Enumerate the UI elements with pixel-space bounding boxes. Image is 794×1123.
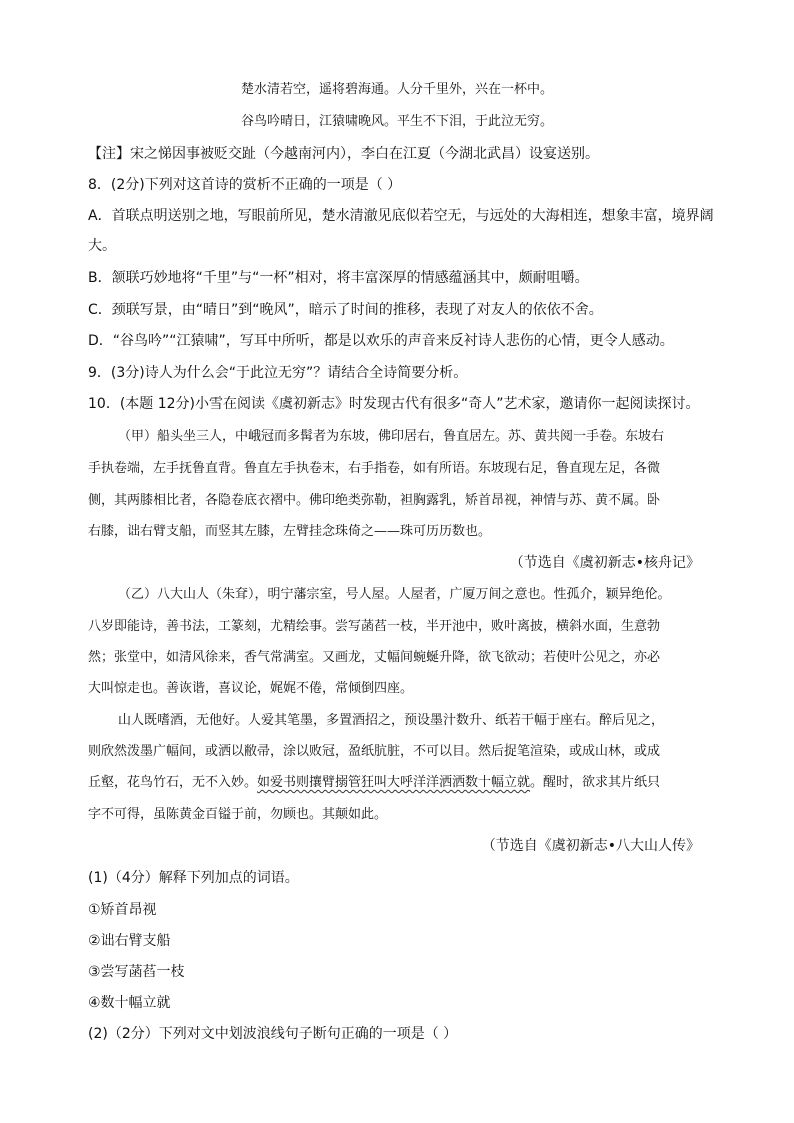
passage-jia-line: 侧，其两膝相比者，各隐卷底衣褶中。佛印绝类弥勒，袒胸露乳，矫首昂视，神情与苏、黄不属。卧 (88, 493, 661, 508)
passage-yi-line: 山人既嗜酒，无他好。人爱其笔墨，多置酒招之，预设墨汁数升、纸若干幅于座右。醉后见之， (118, 713, 665, 728)
question-8-option-a: A．首联点明送别之地，写眼前所见，楚水清澈见底似若空无，与远处的大海相连，想象丰富，境界阔 (88, 208, 714, 224)
question-8-option-a-cont: 大。 (88, 238, 116, 254)
passage-yi-source: （节选自《虞初新志•八大山人传》 (481, 838, 700, 854)
passage-yi-line: 大叫惊走也。善诙谐，喜议论，娓娓不倦，常倾倒四座。 (88, 681, 414, 696)
wavy-underlined-sentence: 如爱书则攘臂搦管狂叫大呼洋洋洒洒数十幅立就 (257, 775, 531, 790)
question-8-stem: 8．(2分)下列对这首诗的赏析不正确的一项是（ ） (88, 177, 402, 193)
question-8-option-d: D．“谷鸟吟”“江猿啸”，写耳中所听，都是以欢乐的声音来反衬诗人悲伤的心情，更令人感动。 (88, 333, 674, 349)
passage-yi-line-with-wavy (88, 773, 660, 793)
question-10-2-stem: (2)（2分）下列对文中划波浪线句子断句正确的一项是（ ） (88, 1026, 458, 1042)
passage-jia-source: （节选自《虞初新志•核舟记》 (509, 555, 700, 571)
passage-yi-text: 。醒时，欲求其片纸只 (530, 775, 661, 790)
question-8-option-c: C．颈联写景，由“晴日”到“晚风”，暗示了时间的推移，表现了对友人的依依不舍。 (88, 302, 603, 318)
passage-yi-line: 八岁即能诗，善书法，工篆刻，尤精绘事。尝写菡萏一枝，半开池中，败叶离披，横斜水面，生意勃 (88, 619, 661, 634)
passage-jia-line: （甲）船头坐三人，中峨冠而多髯者为东坡，佛印居右，鲁直居左。苏、黄共阅一手卷。东坡右 (118, 429, 665, 444)
passage-yi-line: 则欣然泼墨广幅间，或洒以敝帚，涂以败冠，盈纸肮脏，不可以目。然后捉笔渲染，或成山林，或成 (88, 744, 661, 759)
question-8-option-b: B．颔联巧妙地将“千里”与“一杯”相对，将丰富深厚的情感蕴涵其中，颇耐咀嚼。 (88, 270, 589, 286)
passage-jia-line: 右膝，诎右臂支船，而竖其左膝，左臂挂念珠倚之——珠可历历数也。 (88, 524, 492, 539)
passage-yi-line: 然；张堂中，如清风徐来，香气常满室。又画龙，丈幅间蜿蜒升降，欲飞欲动；若使叶公见之，亦必 (88, 650, 661, 665)
question-9: 9．(3分)诗人为什么会“于此泣无穷”？请结合全诗简要分析。 (88, 365, 468, 381)
poem-line-2: 谷鸟吟晴日，江猿啸晚风。平生不下泪，于此泣无穷。 (240, 114, 553, 129)
passage-yi-line: 字不可得，虽陈黄金百镒于前，勿顾也。其颠如此。 (88, 807, 388, 822)
question-10-1-item: ②诎右臂支船 (88, 933, 171, 949)
question-10-1-item: ①矫首昂视 (88, 902, 157, 918)
passage-yi-line: （乙）八大山人（朱耷），明宁藩宗室，号人屋。人屋者，广厦万间之意也。性孤介，颖异绝伦。 (118, 587, 671, 602)
poem-line-1: 楚水清若空，遥将碧海通。人分千里外，兴在一杯中。 (240, 82, 553, 97)
question-10-1-item: ④数十幅立就 (88, 995, 171, 1011)
question-10-stem: 10．(本题 12分)小雪在阅读《虞初新志》时发现古代有很多“奇人”艺术家，邀请你一起阅读探讨。 (88, 396, 700, 412)
poem-note: 【注】宋之悌因事被贬交趾（今越南河内），李白在江夏（今湖北武昌）设宴送别。 (88, 146, 599, 162)
passage-jia-line: 手执卷端，左手抚鲁直背。鲁直左手执卷末，右手指卷，如有所语。东坡现右足，鲁直现左足，各微 (88, 461, 661, 476)
question-10-1-item: ③尝写菡萏一枝 (88, 964, 185, 980)
question-10-1-stem: (1)（4分）解释下列加点的词语。 (88, 870, 299, 886)
passage-yi-text: 丘壑，花鸟竹石，无不入妙。 (88, 775, 258, 790)
